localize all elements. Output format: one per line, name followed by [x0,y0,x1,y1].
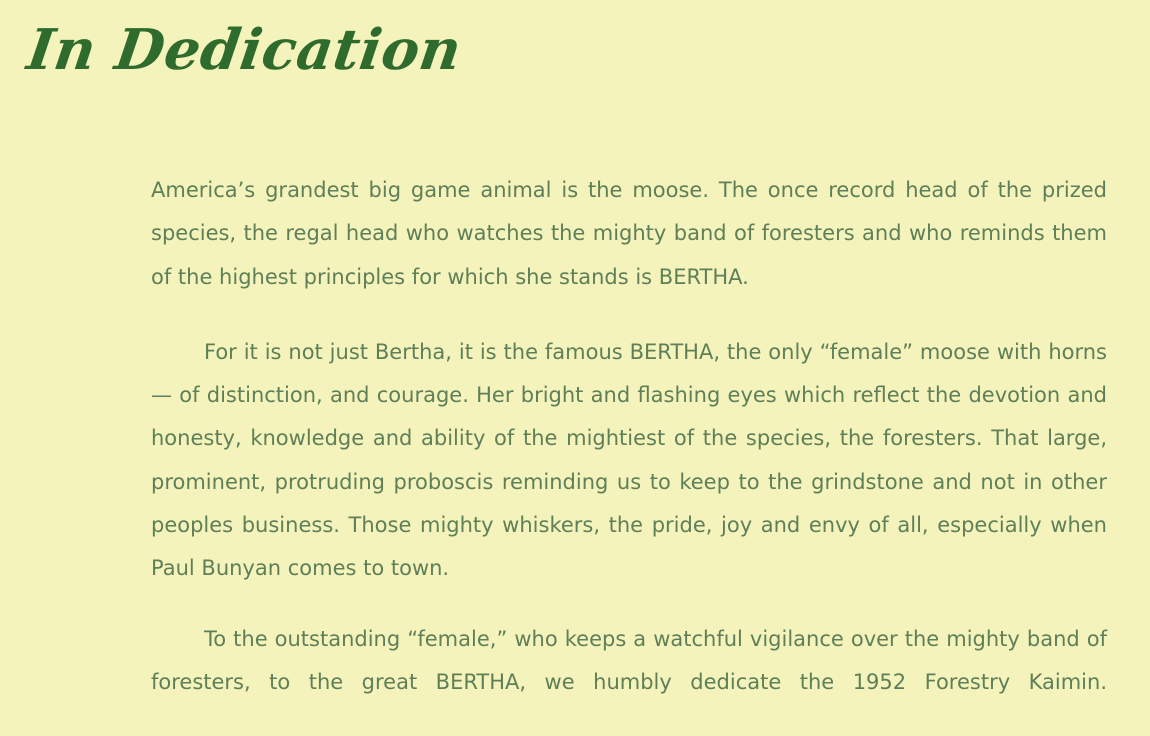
page-title: In Dedication [23,17,466,83]
paragraph-1: America’s grandest big game animal is the moose. The once record head of the prized species, the regal head who watches the mighty band of foresters and who reminds them of the highest principles for which she stands is BERTHA. [151,178,1107,289]
paragraph-2: For it is not just Bertha, it is the famous BERTHA, the only “female” moose with horns — of distinction, and courage. Her bright and flashing eyes which reflect the devotion and honesty, knowledge and ability of the mightiest of the species, the foresters. That large, prominent, protruding proboscis reminding us to keep to the grindstone and not in other peoples business. Those mighty whiskers, the pride, joy and envy of all, especially when Paul Bunyan comes to town. [151,339,1107,581]
dedication-text [151,169,1107,704]
paragraph-3: To the outstanding “female,” who keeps a watchful vigilance over the mighty band of foresters, to the great BERTHA, we humbly dedicate the 1952 Forestry Kaimin. [151,626,1107,694]
